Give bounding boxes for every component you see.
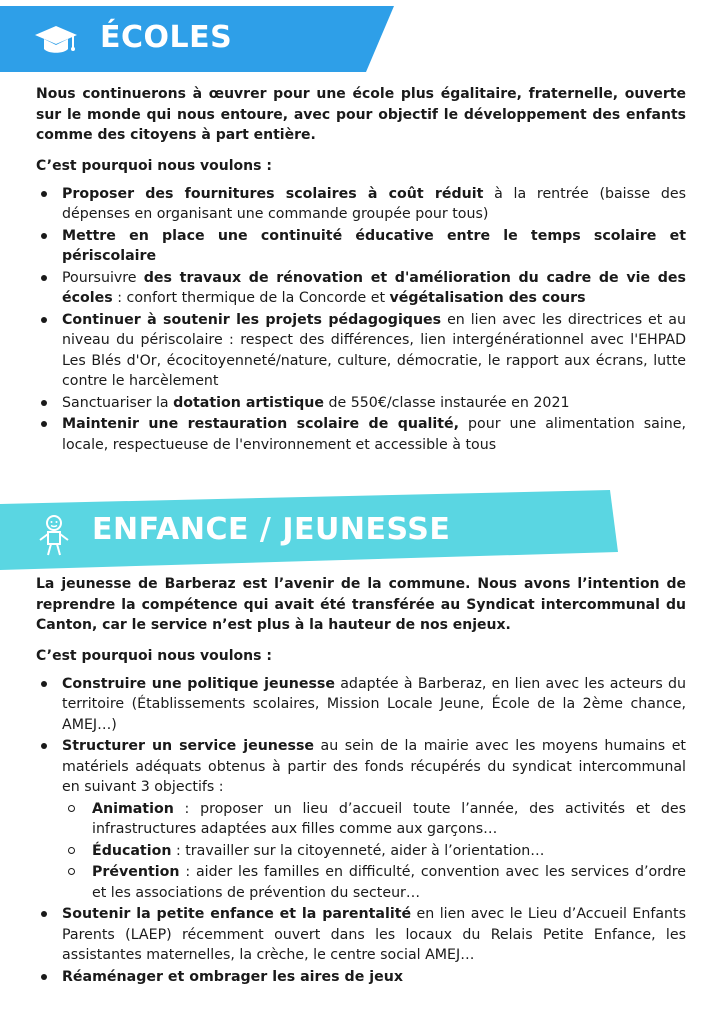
list-item: Proposer des fournitures scolaires à coût réduit à la rentrée (baisse des dépenses en organisant une commande groupée pour tous) <box>36 184 686 225</box>
bullet-icon <box>41 681 47 687</box>
bullet-icon <box>41 191 47 197</box>
bullet-icon <box>41 911 47 917</box>
list-item: Mettre en place une continuité éducative entre le temps scolaire et périscolaire <box>36 226 686 267</box>
enfance-list <box>36 674 686 988</box>
bullet-icon <box>41 421 47 427</box>
ecoles-intro: Nous continuerons à œuvrer pour une école plus égalitaire, fraternelle, ouverte sur le monde qui nous entoure, avec pour objectif le développement des enfants comme des citoyens à part entière. <box>36 86 686 143</box>
ecoles-section <box>36 84 686 456</box>
list-item: Structurer un service jeunesse au sein de la mairie avec les moyens humains et matériels adéquats obtenus à partir des fonds récupérés du syndicat intercommunal en suivant 3 objectifs : Animation : proposer un lieu d’accueil toute l’année, des activités et des infrastructures adaptées aux filles comme aux garçons… Éducation : travailler sur la citoyenneté, aider à l’orientation… Prévention : aider les familles en difficulté, convention avec les services d’ordre et les associations de prévention du secteur… <box>36 736 686 903</box>
child-icon <box>36 514 72 558</box>
bullet-icon <box>41 317 47 323</box>
circle-bullet-icon <box>68 847 75 854</box>
list-item: Réaménager et ombrager les aires de jeux <box>36 967 686 988</box>
enfance-section <box>36 574 686 988</box>
circle-bullet-icon <box>68 805 75 812</box>
list-item: Maintenir une restauration scolaire de qualité, pour une alimentation saine, locale, respectueuse de l'environnement et accessible à tous <box>36 414 686 455</box>
sub-list-item: Éducation : travailler sur la citoyenneté, aider à l’orientation… <box>62 841 686 862</box>
enfance-banner <box>0 490 618 570</box>
sub-list-item: Prévention : aider les familles en difficulté, convention avec les services d’ordre et les associations de prévention du secteur… <box>62 862 686 903</box>
bullet-icon <box>41 233 47 239</box>
ecoles-list <box>36 184 686 456</box>
objectives-list <box>62 799 686 904</box>
enfance-intro: La jeunesse de Barberaz est l’avenir de la commune. Nous avons l’intention de reprendre la compétence qui avait été transférée au Syndicat intercommunal du Canton, car le service n’est plus à la hauteur de nos enjeux. <box>36 576 686 633</box>
ecoles-title: ÉCOLES <box>100 20 233 55</box>
ecoles-lead: C’est pourquoi nous voulons : <box>36 157 272 174</box>
list-item: Soutenir la petite enfance et la parentalité en lien avec le Lieu d’Accueil Enfants Parents (LAEP) récemment ouvert dans les locaux du Relais Petite Enfance, les assistantes maternelles, la crèche, le centre social AMEJ… <box>36 904 686 966</box>
enfance-title: ENFANCE / JEUNESSE <box>92 512 451 547</box>
bullet-icon <box>41 275 47 281</box>
circle-bullet-icon <box>68 868 75 875</box>
list-item: Construire une politique jeunesse adaptée à Barberaz, en lien avec les acteurs du territoire (Établissements scolaires, Mission Locale Jeune, École de la 2ème chance, AMEJ…) <box>36 674 686 736</box>
sub-list-item: Animation : proposer un lieu d’accueil toute l’année, des activités et des infrastructures adaptées aux filles comme aux garçons… <box>62 799 686 840</box>
bullet-icon <box>41 400 47 406</box>
enfance-lead: C’est pourquoi nous voulons : <box>36 647 272 664</box>
list-item: Sanctuariser la dotation artistique de 550€/classe instaurée en 2021 <box>36 393 686 414</box>
graduation-cap-icon <box>34 24 78 58</box>
bullet-icon <box>41 974 47 980</box>
list-item: Poursuivre des travaux de rénovation et d'amélioration du cadre de vie des écoles : confort thermique de la Concorde et végétalisation des cours <box>36 268 686 309</box>
bullet-icon <box>41 743 47 749</box>
list-item: Continuer à soutenir les projets pédagogiques en lien avec les directrices et au niveau du périscolaire : respect des différences, lien intergénérationnel avec l'EHPAD Les Blés d'Or, écocitoyenneté/nature, culture, démocratie, le rapport aux écrans, lutte contre le harcèlement <box>36 310 686 392</box>
ecoles-banner <box>0 6 394 72</box>
